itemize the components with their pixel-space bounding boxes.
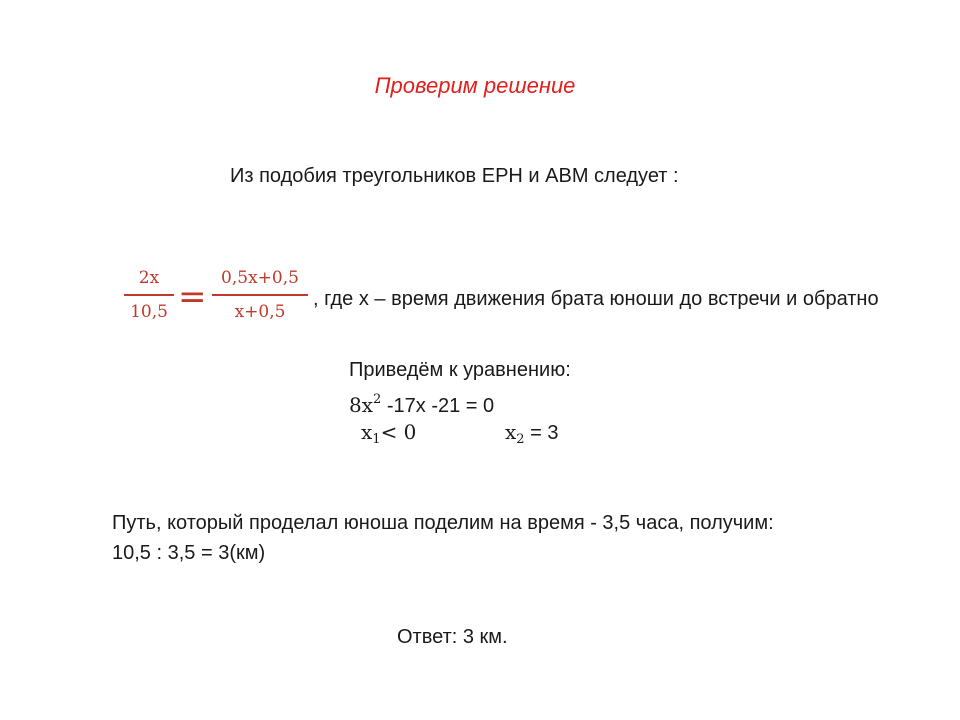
quadratic-rest: -17х -21 = 0	[381, 395, 495, 417]
rhs-fraction	[212, 266, 308, 324]
rhs-denominator: x+0,5	[234, 302, 286, 322]
lhs-denominator: 10,5	[130, 302, 168, 322]
equals-sign: =	[178, 277, 207, 317]
intro-text: Из подобия треугольников EPH и ABM следует :	[230, 165, 679, 187]
x1-rest: < 0	[380, 420, 417, 444]
quadratic-base: 8x	[349, 393, 374, 417]
path-text: Путь, который проделал юноша поделим на время - 3,5 часа, получим:	[112, 512, 774, 534]
reduce-label: Приведём к уравнению:	[349, 359, 571, 381]
x2-sub: 2	[516, 432, 525, 447]
x1-var: x	[361, 420, 373, 444]
lhs-fraction-bar	[124, 294, 174, 296]
answer-text: Ответ: 3 км.	[397, 626, 508, 648]
x2-rest: = 3	[524, 422, 559, 444]
root-x1	[361, 417, 416, 455]
lhs-numerator: 2x	[138, 268, 160, 288]
equation-comment: , где х – время движения брата юноши до встречи и обратно	[313, 288, 879, 310]
rhs-numerator: 0,5x+0,5	[221, 268, 299, 288]
rhs-fraction-bar	[212, 294, 308, 296]
slide-title: Проверим решение	[374, 73, 576, 98]
root-x2	[505, 417, 558, 455]
path-calc: 10,5 : 3,5 = 3(км)	[112, 542, 266, 564]
lhs-fraction	[124, 266, 174, 324]
x2-var: x	[505, 420, 517, 444]
x1-sub: 1	[372, 432, 381, 447]
quadratic-exponent: 2	[373, 392, 382, 407]
quadratic-equation	[349, 385, 494, 421]
